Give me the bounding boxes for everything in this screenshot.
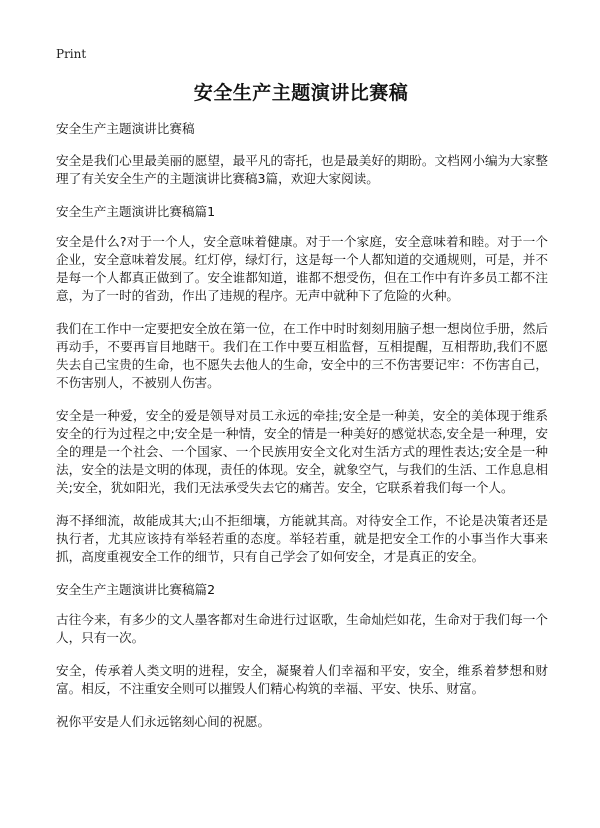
body-paragraph: 祝你平安是人们永远铭刻心间的祝愿。 — [56, 714, 271, 729]
document-body — [56, 120, 548, 746]
document-title: 安全生产主题演讲比赛稿 — [193, 82, 409, 104]
body-paragraph: 古往今来，有多少的文人墨客都对生命进行过讴歌，生命灿烂如花，生命对于我们每一个人，只有一次。 — [56, 612, 548, 645]
body-paragraph: 安全，传承着人类文明的进程，安全，凝聚着人们幸福和平安，安全，维系着梦想和财富。相反，不注重安全则可以摧毁人们精心构筑的幸福、平安、快乐、财富。 — [56, 663, 548, 696]
body-paragraph: 海不择细流，故能成其大;山不拒细壤，方能就其高。对待安全工作，不论是决策者还是执行者，尤其应该持有举轻若重的态度。举轻若重，就是把安全工作的小事当作大事来抓，高度重视安全工作的细节，只有自己学会了如何安全，才是真正的安全。 — [56, 513, 548, 564]
print-link[interactable]: Print — [56, 47, 87, 61]
body-paragraph: 安全是一种爱，安全的爱是领导对员工永远的牵挂;安全是一种美，安全的美体现于维系安全的行为过程之中;安全是一种情，安全的情是一种美好的感觉状态,安全是一种理，安全的理是一个社会、一个国家、一个民族用安全文化对生活方式的理性表达;安全是一种法，安全的法是文明的体现，责任的体现。安全，就象空气，与我们的生活、工作息息相关;安全，犹如阳光，我们无法承受失去它的痛苦。安全，它联系着我们每一个人。 — [56, 408, 548, 495]
section-heading-1: 安全生产主题演讲比赛稿篇1 — [56, 204, 216, 219]
body-paragraph: 安全是什么?对于一个人，安全意味着健康。对于一个家庭，安全意味着和睦。对于一个企业，安全意味着发展。红灯停，绿灯行，这是每一个人都知道的交通规则，可是，并不是每一个人都真正做到了。安全谁都知道，谁都不想受伤，但在工作中有许多员工都不注意，为了一时的省劲，作出了违规的程序。无声中就种下了危险的火种。 — [56, 234, 548, 303]
body-paragraph: 我们在工作中一定要把安全放在第一位，在工作中时时刻刻用脑子想一想岗位手册，然后再动手，不要再盲目地瞎干。我们在工作中要互相监督，互相提醒，互相帮助,我们不愿失去自己宝贵的生命，也不愿失去他人的生命，安全中的三不伤害要记牢：不伤害自己，不伤害别人，不被别人伤害。 — [56, 321, 548, 390]
intro-paragraph: 安全是我们心里最美丽的愿望，最平凡的寄托，也是最美好的期盼。文档网小编为大家整理了有关安全生产的主题演讲比赛稿3篇，欢迎大家阅读。 — [56, 153, 548, 186]
article-heading: 安全生产主题演讲比赛稿 — [56, 121, 195, 136]
section-heading-2: 安全生产主题演讲比赛稿篇2 — [56, 582, 216, 597]
